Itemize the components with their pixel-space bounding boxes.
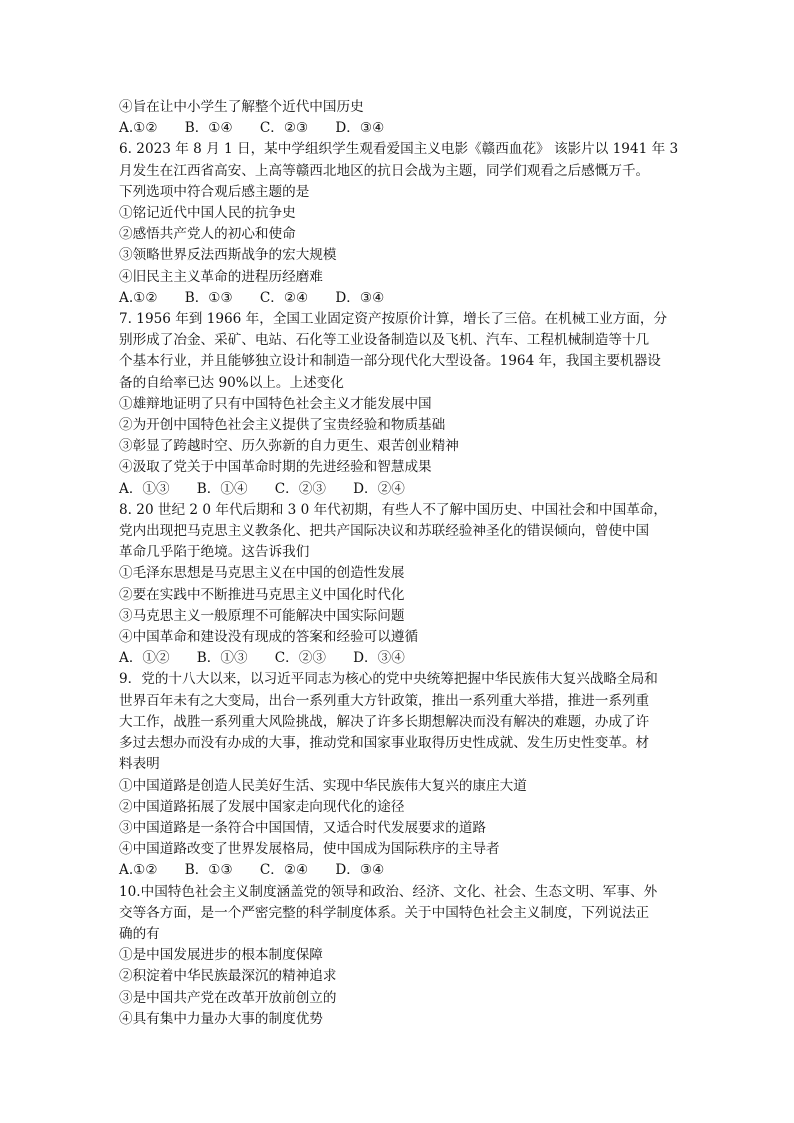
- option-item: ③领略世界反法西斯战争的宏大规模: [119, 247, 337, 264]
- option-item: ③中国道路是一条符合中国国情，又适合时代发展要求的道路: [119, 819, 487, 836]
- question-9-stem: 9．党的十八大以来，以习近平同志为核心的党中央统筹把握中华民族伟大复兴战略全局和: [119, 671, 658, 688]
- question-8-stem: 8. 20 世纪 2 0 年代后期和 3 0 年代初期，有些人不了解中国历史、中国社会和中国革命，: [119, 501, 668, 518]
- option-item: ①雄辩地证明了只有中国特色社会主义才能发展中国: [119, 395, 432, 412]
- option-item: ③彰显了跨越时空、历久弥新的自力更生、艰苦创业精神: [119, 438, 459, 455]
- option-item: ④中国道路改变了世界发展格局，使中国成为国际秩序的主导者: [119, 841, 500, 858]
- option-item: ①铭记近代中国人民的抗争史: [119, 205, 296, 222]
- text-line: ④旨在让中小学生了解整个近代中国历史: [119, 99, 364, 115]
- question-10-stem: 10.中国特色社会主义制度涵盖党的领导和政治、经济、文化、社会、生态文明、军事、外: [119, 883, 658, 900]
- question-10-stem: 交等各方面，是一个严密完整的科学制度体系。关于中国特色社会主义制度，下列说法正: [119, 904, 650, 921]
- option-item: ④汲取了党关于中国革命时期的先进经验和智慧成果: [119, 459, 432, 476]
- document-page: [119, 97, 679, 1030]
- question-8-stem: 革命几乎陷于绝境。这告诉我们: [119, 544, 310, 561]
- answer-options: A.①② B．①③ C．②④ D．③④: [119, 289, 385, 306]
- answer-options: A.①② B．①③ C．②④ D．③④: [119, 862, 385, 879]
- answer-options: A．①③ B．①④ C．②③ D．②④: [119, 480, 405, 497]
- option-item: ④具有集中力量办大事的制度优势: [119, 1010, 323, 1027]
- option-item: ③是中国共产党在改革开放前创立的: [119, 989, 337, 1006]
- question-9-stem: 大工作，战胜一系列重大风险挑战，解决了许多长期想解决而没有解决的难题，办成了许: [119, 713, 650, 730]
- option-item: ④中国革命和建设没有现成的答案和经验可以遵循: [119, 629, 419, 646]
- option-item: ①中国道路是创造人民美好生活、实现中华民族伟大复兴的康庄大道: [119, 777, 527, 794]
- answer-options: A.①② B．①④ C．②③ D．③④: [119, 120, 385, 137]
- question-6-stem: 月发生在江西省高安、上高等赣西北地区的抗日会战为主题，同学们观看之后感慨万千。: [119, 162, 650, 179]
- question-7-stem: 备的自给率已达 90%以上。上述变化: [119, 374, 344, 391]
- question-9-stem: 料表明: [119, 756, 160, 773]
- option-item: ②中国道路拓展了发展中国家走向现代化的途径: [119, 798, 405, 815]
- option-item: ②为开创中国特色社会主义提供了宝贵经验和物质基础: [119, 417, 446, 434]
- question-10-stem: 确的有: [119, 925, 160, 942]
- question-7-stem: 7. 1956 年到 1966 年，全国工业固定资产按原价计算，增长了三倍。在机械工业方面，分: [119, 311, 668, 328]
- option-item: ②感悟共产党人的初心和使命: [119, 226, 296, 243]
- question-9-stem: 世界百年未有之大变局，出台一系列重大方针政策，推出一系列重大举措，推进一系列重: [119, 692, 650, 709]
- question-7-stem: 别形成了冶金、采矿、电站、石化等工业设备制造以及飞机、汽车、工程机械制造等十几: [119, 332, 650, 349]
- option-item: ①毛泽东思想是马克思主义在中国的创造性发展: [119, 565, 405, 582]
- question-6-stem: 下列选项中符合观后感主题的是: [119, 183, 310, 200]
- question-7-stem: 个基本行业，并且能够独立设计和制造一部分现代化大型设备。1964 年，我国主要机器设: [119, 353, 661, 370]
- question-8-stem: 党内出现把马克思主义教条化、把共产国际决议和苏联经验神圣化的错误倾向，曾使中国: [119, 523, 650, 540]
- option-item: ①是中国发展进步的根本制度保障: [119, 947, 323, 964]
- question-9-stem: 多过去想办而没有办成的大事，推动党和国家事业取得历史性成就、发生历史性变革。材: [119, 735, 650, 752]
- answer-options: A．①② B．①③ C．②③ D．③④: [119, 650, 405, 667]
- option-item: ③马克思主义一般原理不可能解决中国实际问题: [119, 607, 405, 624]
- question-6-stem: 6. 2023 年 8 月 1 日，某中学组织学生观看爱国主义电影《赣西血花》 该影片以 1941 年 3: [119, 141, 679, 158]
- option-item: ②积淀着中华民族最深沉的精神追求: [119, 968, 337, 985]
- option-item: ④旧民主主义革命的进程历经磨难: [119, 268, 323, 285]
- option-item: ②要在实践中不断推进马克思主义中国化时代化: [119, 586, 405, 603]
